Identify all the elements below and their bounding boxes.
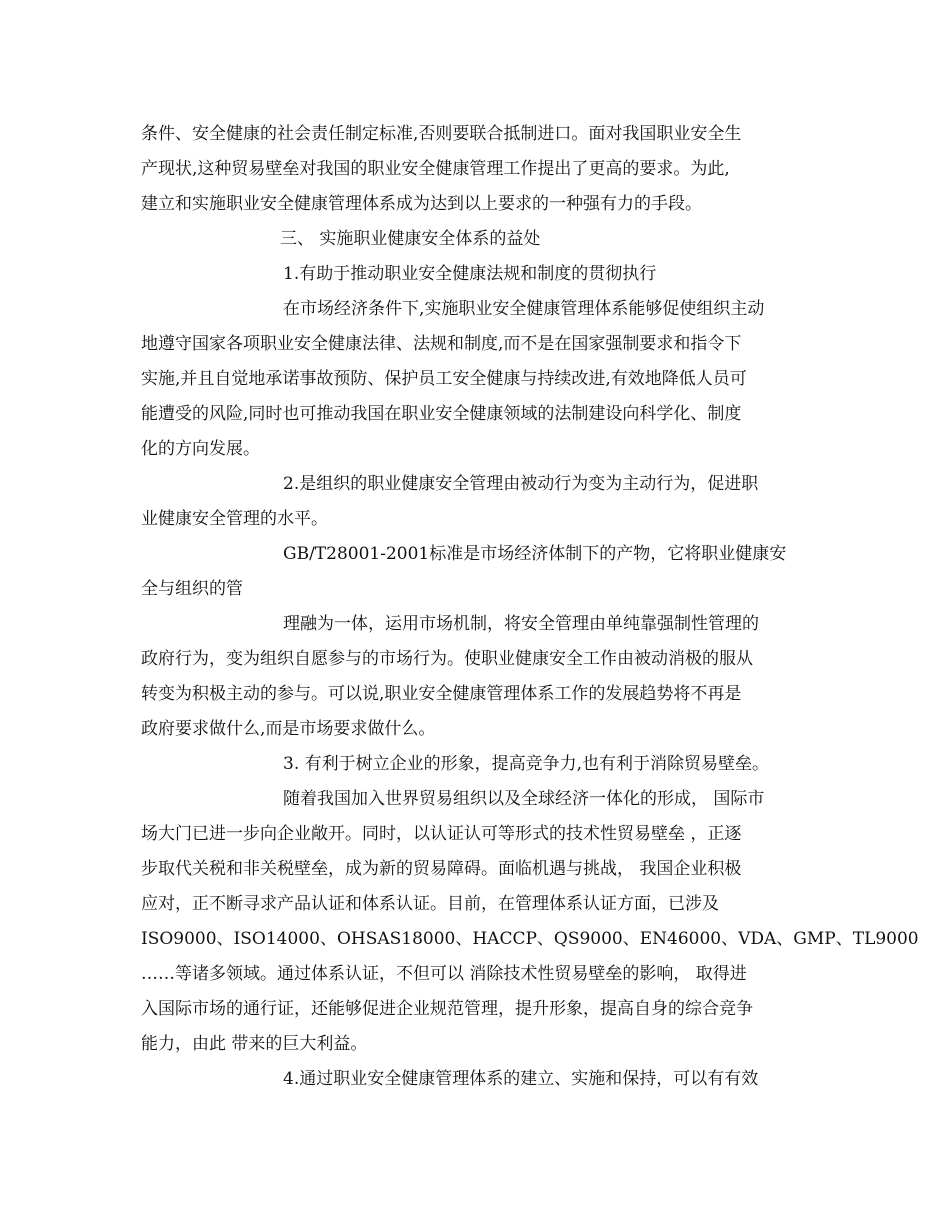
paragraph-line: 随着我国加入世界贸易组织以及全球经济一体化的形成， 国际市 <box>283 789 765 809</box>
paragraph-line: ……等诸多领域。通过体系认证，不但可以 消除技术性贸易壁垒的影响， 取得进 <box>141 964 747 984</box>
paragraph-line: 地遵守国家各项职业安全健康法律、法规和制度,而不是在国家强制要求和指令下 <box>141 334 742 354</box>
subsection-heading: 3. 有利于树立企业的形象，提高竞争力,也有利于消除贸易壁垒。 <box>283 754 770 774</box>
paragraph-line: 政府行为，变为组织自愿参与的市场行为。使职业健康安全工作由被动消极的服从 <box>141 649 753 669</box>
paragraph-line: 全与组织的管 <box>141 579 243 599</box>
paragraph-line: 入国际市场的通行证，还能够促进企业规范管理，提升形象，提高自身的综合竞争 <box>141 999 753 1019</box>
paragraph-line: 能力，由此 带来的巨大利益。 <box>141 1034 368 1054</box>
subsection-heading: 1.有助于推动职业安全健康法规和制度的贯彻执行 <box>283 264 657 284</box>
paragraph-line: 场大门已进一步向企业敞开。同时，以认证认可等形式的技术性贸易壁垒 ，正逐 <box>141 824 742 844</box>
paragraph-line: 转变为积极主动的参与。可以说,职业安全健康管理体系工作的发展趋势将不再是 <box>141 684 742 704</box>
paragraph-line: 化的方向发展。 <box>141 439 260 459</box>
paragraph-line: 理融为一体，运用市场机制，将安全管理由单纯靠强制性管理的 <box>283 614 759 634</box>
paragraph-line: 在市场经济条件下,实施职业安全健康管理体系能够促使组织主动 <box>283 299 765 319</box>
paragraph-line: ISO9000、ISO14000、OHSAS18000、HACCP、QS9000、EN46000、VDA、GMP、TL9000 <box>141 929 919 949</box>
paragraph-line: 实施,并且自觉地承诺事故预防、保护员工安全健康与持续改进,有效地降低人员可 <box>141 369 747 389</box>
subsection-heading: 4.通过职业安全健康管理体系的建立、实施和保持，可以有有效 <box>283 1069 759 1089</box>
subsection-heading-cont: 业健康安全管理的水平。 <box>141 509 328 529</box>
subsection-heading: 2.是组织的职业健康安全管理由被动行为变为主动行为，促进职 <box>283 474 759 494</box>
paragraph-line: 条件、安全健康的社会责任制定标准,否则要联合抵制进口。面对我国职业安全生 <box>141 124 742 144</box>
paragraph-line: GB/T28001-2001标准是市场经济体制下的产物，它将职业健康安 <box>283 544 787 564</box>
section-heading: 三、 实施职业健康安全体系的益处 <box>280 229 541 249</box>
paragraph-line: 建立和实施职业安全健康管理体系成为达到以上要求的一种强有力的手段。 <box>141 194 702 214</box>
paragraph-line: 步取代关税和非关税壁垒，成为新的贸易障碍。面临机遇与挑战， 我国企业积极 <box>141 859 742 879</box>
paragraph-line: 能遭受的风险,同时也可推动我国在职业安全健康领域的法制建设向科学化、制度 <box>141 404 742 424</box>
paragraph-line: 产现状,这种贸易壁垒对我国的职业安全健康管理工作提出了更高的要求。为此, <box>141 159 730 179</box>
paragraph-line: 政府要求做什么,而是市场要求做什么。 <box>141 719 436 739</box>
paragraph-line: 应对，正不断寻求产品认证和体系认证。目前，在管理体系认证方面，已涉及 <box>141 894 719 914</box>
